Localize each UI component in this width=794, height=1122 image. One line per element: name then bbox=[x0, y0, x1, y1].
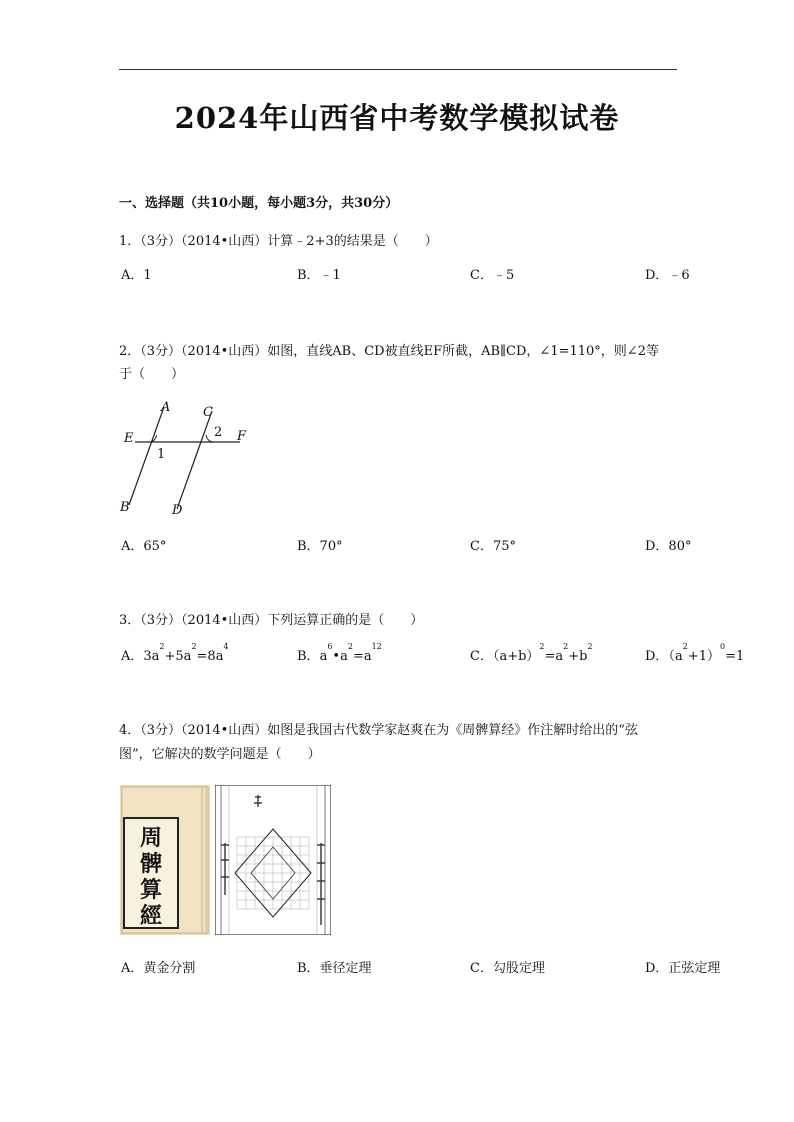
label-angle-2: 2 bbox=[214, 425, 223, 440]
question-4-option-b: B．垂径定理 bbox=[297, 961, 372, 976]
label-c: C bbox=[203, 405, 213, 420]
question-3-option-d: D．$(a^2+1)^0=1$ bbox=[645, 642, 745, 664]
page-title: 2024年山西省中考数学模拟试卷 bbox=[174, 101, 620, 135]
question-3-option-b: B．$a^6•a^2=a^{12}$ bbox=[297, 642, 382, 664]
parallel-lines-figure bbox=[115, 395, 260, 520]
line-cd bbox=[177, 411, 212, 509]
question-1-stem: 1．（3分）（2014•山西）计算﹣2+3的结果是（ ） bbox=[119, 234, 438, 249]
question-1-option-d: D．﹣6 bbox=[645, 268, 690, 283]
label-b: B bbox=[120, 500, 130, 515]
angle-2-arc bbox=[206, 435, 213, 442]
question-2-option-d: D．80° bbox=[645, 539, 692, 554]
label-d: D bbox=[172, 503, 183, 518]
question-3-option-c: C．$(a+b)^2=a^2+b^2$ bbox=[470, 642, 593, 664]
xian-tu-diagram-image bbox=[215, 785, 331, 935]
question-3-stem: 3．（3分）（2014•山西）下列运算正确的是（ ） bbox=[119, 613, 424, 628]
label-a: A bbox=[161, 400, 171, 415]
question-2-stem-line2: 于（ ） bbox=[119, 367, 185, 382]
header-rule bbox=[119, 69, 677, 70]
question-4-option-a: A．黄金分割 bbox=[121, 961, 196, 976]
question-2-stem-line1: 2．（3分）（2014•山西）如图，直线AB、CD被直线EF所截，AB∥CD，∠1=110°，则∠2等 bbox=[119, 344, 659, 359]
section-heading: 一、选择题（共10小题，每小题3分，共30分） bbox=[119, 196, 399, 211]
book-char-4: 經 bbox=[139, 903, 163, 929]
question-1-option-b: B．﹣1 bbox=[297, 268, 341, 283]
book-char-2: 髀 bbox=[139, 851, 163, 877]
label-f: F bbox=[237, 429, 247, 444]
label-angle-1: 1 bbox=[157, 447, 166, 462]
question-1-option-c: C．﹣5 bbox=[470, 268, 515, 283]
question-2-option-c: C．75° bbox=[470, 539, 516, 554]
question-4-option-d: D．正弦定理 bbox=[645, 961, 721, 976]
question-2-option-a: A．65° bbox=[121, 539, 167, 554]
book-char-1: 周 bbox=[139, 825, 163, 851]
question-2-option-b: B．70° bbox=[297, 539, 343, 554]
zhoubi-book-cover-image bbox=[120, 785, 210, 935]
question-3-option-a: A．$3a^2+5a^2=8a^4$ bbox=[121, 642, 229, 664]
book-char-3: 算 bbox=[139, 877, 163, 903]
question-4-option-c: C．勾股定理 bbox=[470, 961, 545, 976]
question-4-stem-line1: 4．（3分）（2014•山西）如图是我国古代数学家赵爽在为《周髀算经》作注解时给出的“弦 bbox=[119, 723, 638, 738]
question-1-option-a: A．1 bbox=[121, 268, 152, 283]
label-e: E bbox=[124, 431, 134, 446]
question-4-stem-line2: 图”，它解决的数学问题是（ ） bbox=[119, 747, 321, 762]
